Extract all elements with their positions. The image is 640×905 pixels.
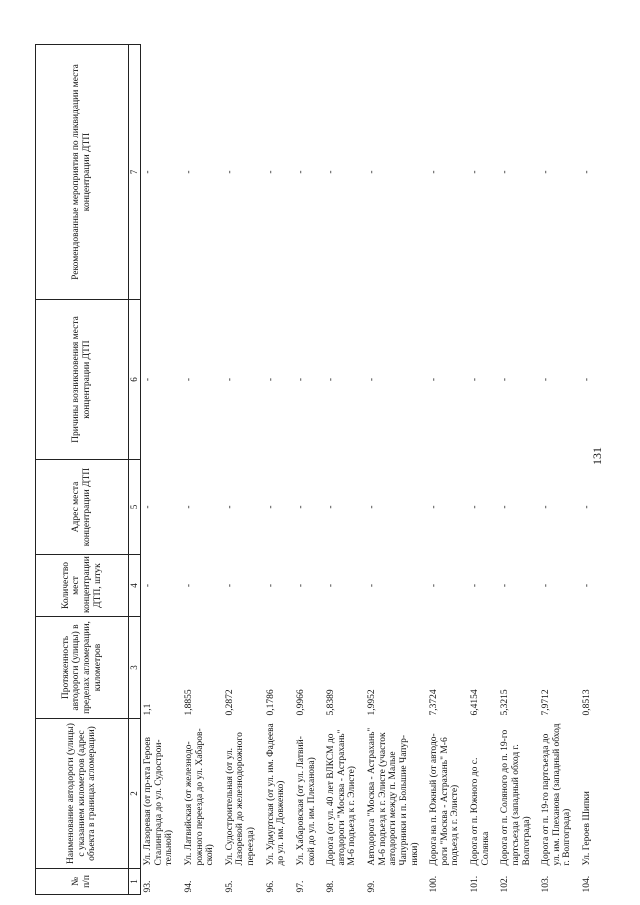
accident-spot-count: - — [326, 583, 337, 588]
accident-spot-count: - — [295, 583, 306, 588]
road-name: Дорога от п. Южного до с. Солянка — [470, 757, 491, 866]
accident-spot-address: - — [224, 505, 235, 509]
column-number-row — [129, 45, 141, 895]
accident-spot-count: - — [265, 583, 276, 588]
table-row — [468, 45, 498, 895]
column-number: 5 — [129, 460, 141, 555]
row-number: 98. — [326, 880, 337, 893]
accident-spot-address: - — [183, 505, 194, 509]
column-number: 1 — [129, 869, 141, 895]
accident-spot-address: - — [367, 505, 377, 509]
accident-spot-address: - — [429, 505, 440, 509]
accident-cause: - — [143, 377, 153, 382]
column-number: 2 — [129, 719, 141, 869]
accident-spot-address: - — [541, 505, 552, 509]
accident-cause: - — [326, 377, 337, 382]
table-row — [141, 45, 182, 895]
table-row — [324, 45, 365, 895]
row-number: 95. — [224, 880, 235, 893]
table-row — [294, 45, 324, 895]
page-number: 131 — [590, 447, 604, 465]
traffic-accident-roads-table — [35, 44, 600, 895]
road-name: Дорога от п. 19-го партсъезда до ул. им. Плеханова (западный обход г. Волгограда) — [541, 723, 573, 866]
road-length: 5,8389 — [326, 689, 337, 716]
road-length: 6,4154 — [470, 689, 480, 716]
road-name: Ул. Судостроительная (от ул. Лазоревой до железнодорожного переезда) — [224, 732, 256, 866]
table-row — [365, 45, 427, 895]
road-name: Ул. Латвийская (от железнодо-рожного переезда до ул. Хабаров-ской) — [183, 728, 216, 866]
recommended-measures: - — [500, 170, 511, 174]
road-length: 1,9952 — [367, 689, 377, 716]
road-length: 0,9966 — [295, 689, 306, 716]
accident-spot-address: - — [500, 505, 511, 509]
row-number: 97. — [295, 880, 306, 893]
road-name: Дорога (от ул. 40 лет ВЛКСМ до автодороги "Москва - Астрахань" М-6 подъезд к г. Элисте) — [326, 729, 358, 866]
accident-cause: - — [470, 377, 480, 382]
column-number: 3 — [129, 617, 141, 719]
recommended-measures: - — [367, 170, 377, 174]
row-number: 101. — [470, 875, 480, 893]
row-number: 94. — [183, 880, 194, 893]
accident-spot-count: - — [183, 583, 194, 588]
accident-cause: - — [367, 377, 377, 382]
header-cell: Количество мест концентрации ДТП, штук — [36, 555, 129, 617]
accident-spot-count: - — [429, 583, 440, 588]
accident-spot-count: - — [224, 583, 235, 588]
accident-spot-address: - — [143, 505, 153, 509]
road-length: 1,8855 — [183, 689, 194, 716]
table-row — [427, 45, 468, 895]
accident-spot-count: - — [541, 583, 552, 588]
accident-spot-count: - — [582, 583, 592, 588]
road-name: Ул. Героев Шипки — [582, 791, 592, 866]
accident-spot-count: - — [367, 583, 377, 588]
header-cell: Причины возникновения места концентрации ДТП — [36, 300, 129, 460]
accident-cause: - — [224, 377, 235, 382]
accident-cause: - — [500, 377, 511, 382]
road-length: 7,9712 — [541, 689, 552, 716]
table-row — [498, 45, 539, 895]
accident-spot-count: - — [143, 583, 153, 588]
accident-cause: - — [429, 377, 440, 382]
accident-cause: - — [582, 377, 592, 382]
road-name: Дорога на п. Южный (от автодо-роги "Москва - Астрахань" М-6 подъезд к г. Элисте) — [429, 733, 461, 866]
road-length: 0,8513 — [582, 689, 592, 716]
row-number: 102. — [500, 875, 511, 893]
accident-cause: - — [265, 377, 276, 382]
road-length: 7,3724 — [429, 689, 440, 716]
header-cell: Протяженность автодороги (улицы) в пределах агломерации, километров — [36, 617, 129, 719]
row-number: 103. — [541, 875, 552, 893]
accident-spot-address: - — [295, 505, 306, 509]
accident-cause: - — [541, 377, 552, 382]
road-length: 0,2872 — [224, 689, 235, 716]
table-row — [182, 45, 223, 895]
recommended-measures: - — [470, 170, 480, 174]
accident-spot-address: - — [470, 505, 480, 509]
road-length: 0,1786 — [265, 689, 276, 716]
road-name: Ул. Удмуртская (от ул. им. Фадеева до ул. им. Довженко) — [265, 723, 287, 866]
accident-spot-count: - — [470, 583, 480, 588]
column-number: 4 — [129, 555, 141, 617]
header-row — [36, 45, 129, 895]
row-number: 104. — [582, 875, 592, 893]
recommended-measures: - — [183, 170, 194, 174]
table-row — [580, 45, 600, 895]
recommended-measures: - — [224, 170, 235, 174]
recommended-measures: - — [429, 170, 440, 174]
road-length: 5,3215 — [500, 689, 511, 716]
table-row — [539, 45, 580, 895]
column-number: 6 — [129, 300, 141, 460]
row-number: 96. — [265, 880, 276, 893]
recommended-measures: - — [143, 170, 153, 174]
accident-cause: - — [183, 377, 194, 382]
header-cell: Наименование автодороги (улицы) с указанием километров (адрес объекта в границах агломерации) — [36, 719, 129, 869]
accident-spot-count: - — [500, 583, 511, 588]
road-name: Ул. Лазоревая (от пр-кта Героев Сталинграда до ул. Судострои-тельной) — [143, 736, 175, 866]
recommended-measures: - — [326, 170, 337, 174]
accident-spot-address: - — [326, 505, 337, 509]
accident-spot-address: - — [582, 505, 592, 509]
header-cell: Адрес места концентрации ДТП — [36, 460, 129, 555]
accident-spot-address: - — [265, 505, 276, 509]
row-number: 100. — [429, 875, 440, 893]
road-name: Ул. Хабаровская (от ул. Латвий-ской до ул. им. Плеханова) — [295, 736, 317, 866]
recommended-measures: - — [295, 170, 306, 174]
recommended-measures: - — [265, 170, 276, 174]
accident-cause: - — [295, 377, 306, 382]
table-row — [223, 45, 264, 895]
header-cell: № п/п — [36, 869, 129, 895]
road-length: 1,1 — [143, 703, 153, 716]
recommended-measures: - — [582, 170, 592, 174]
header-cell: Рекомендованные мероприятия по ликвидации места концентрации ДТП — [36, 45, 129, 300]
table-row — [264, 45, 294, 895]
recommended-measures: - — [541, 170, 552, 174]
road-name: Дорога от п. Соляного до п. 19-го партсъезда (западный обход г. Волгограда) — [500, 729, 532, 866]
row-number: 93. — [143, 880, 153, 893]
road-name: Автодорога "Москва - Астрахань" М-6 подъезд к г. Элисте (участок автодороги между п. Малые Чапурники и п. Большие Чапур-ники) — [367, 727, 420, 866]
row-number: 99. — [367, 880, 377, 893]
column-number: 7 — [129, 45, 141, 300]
